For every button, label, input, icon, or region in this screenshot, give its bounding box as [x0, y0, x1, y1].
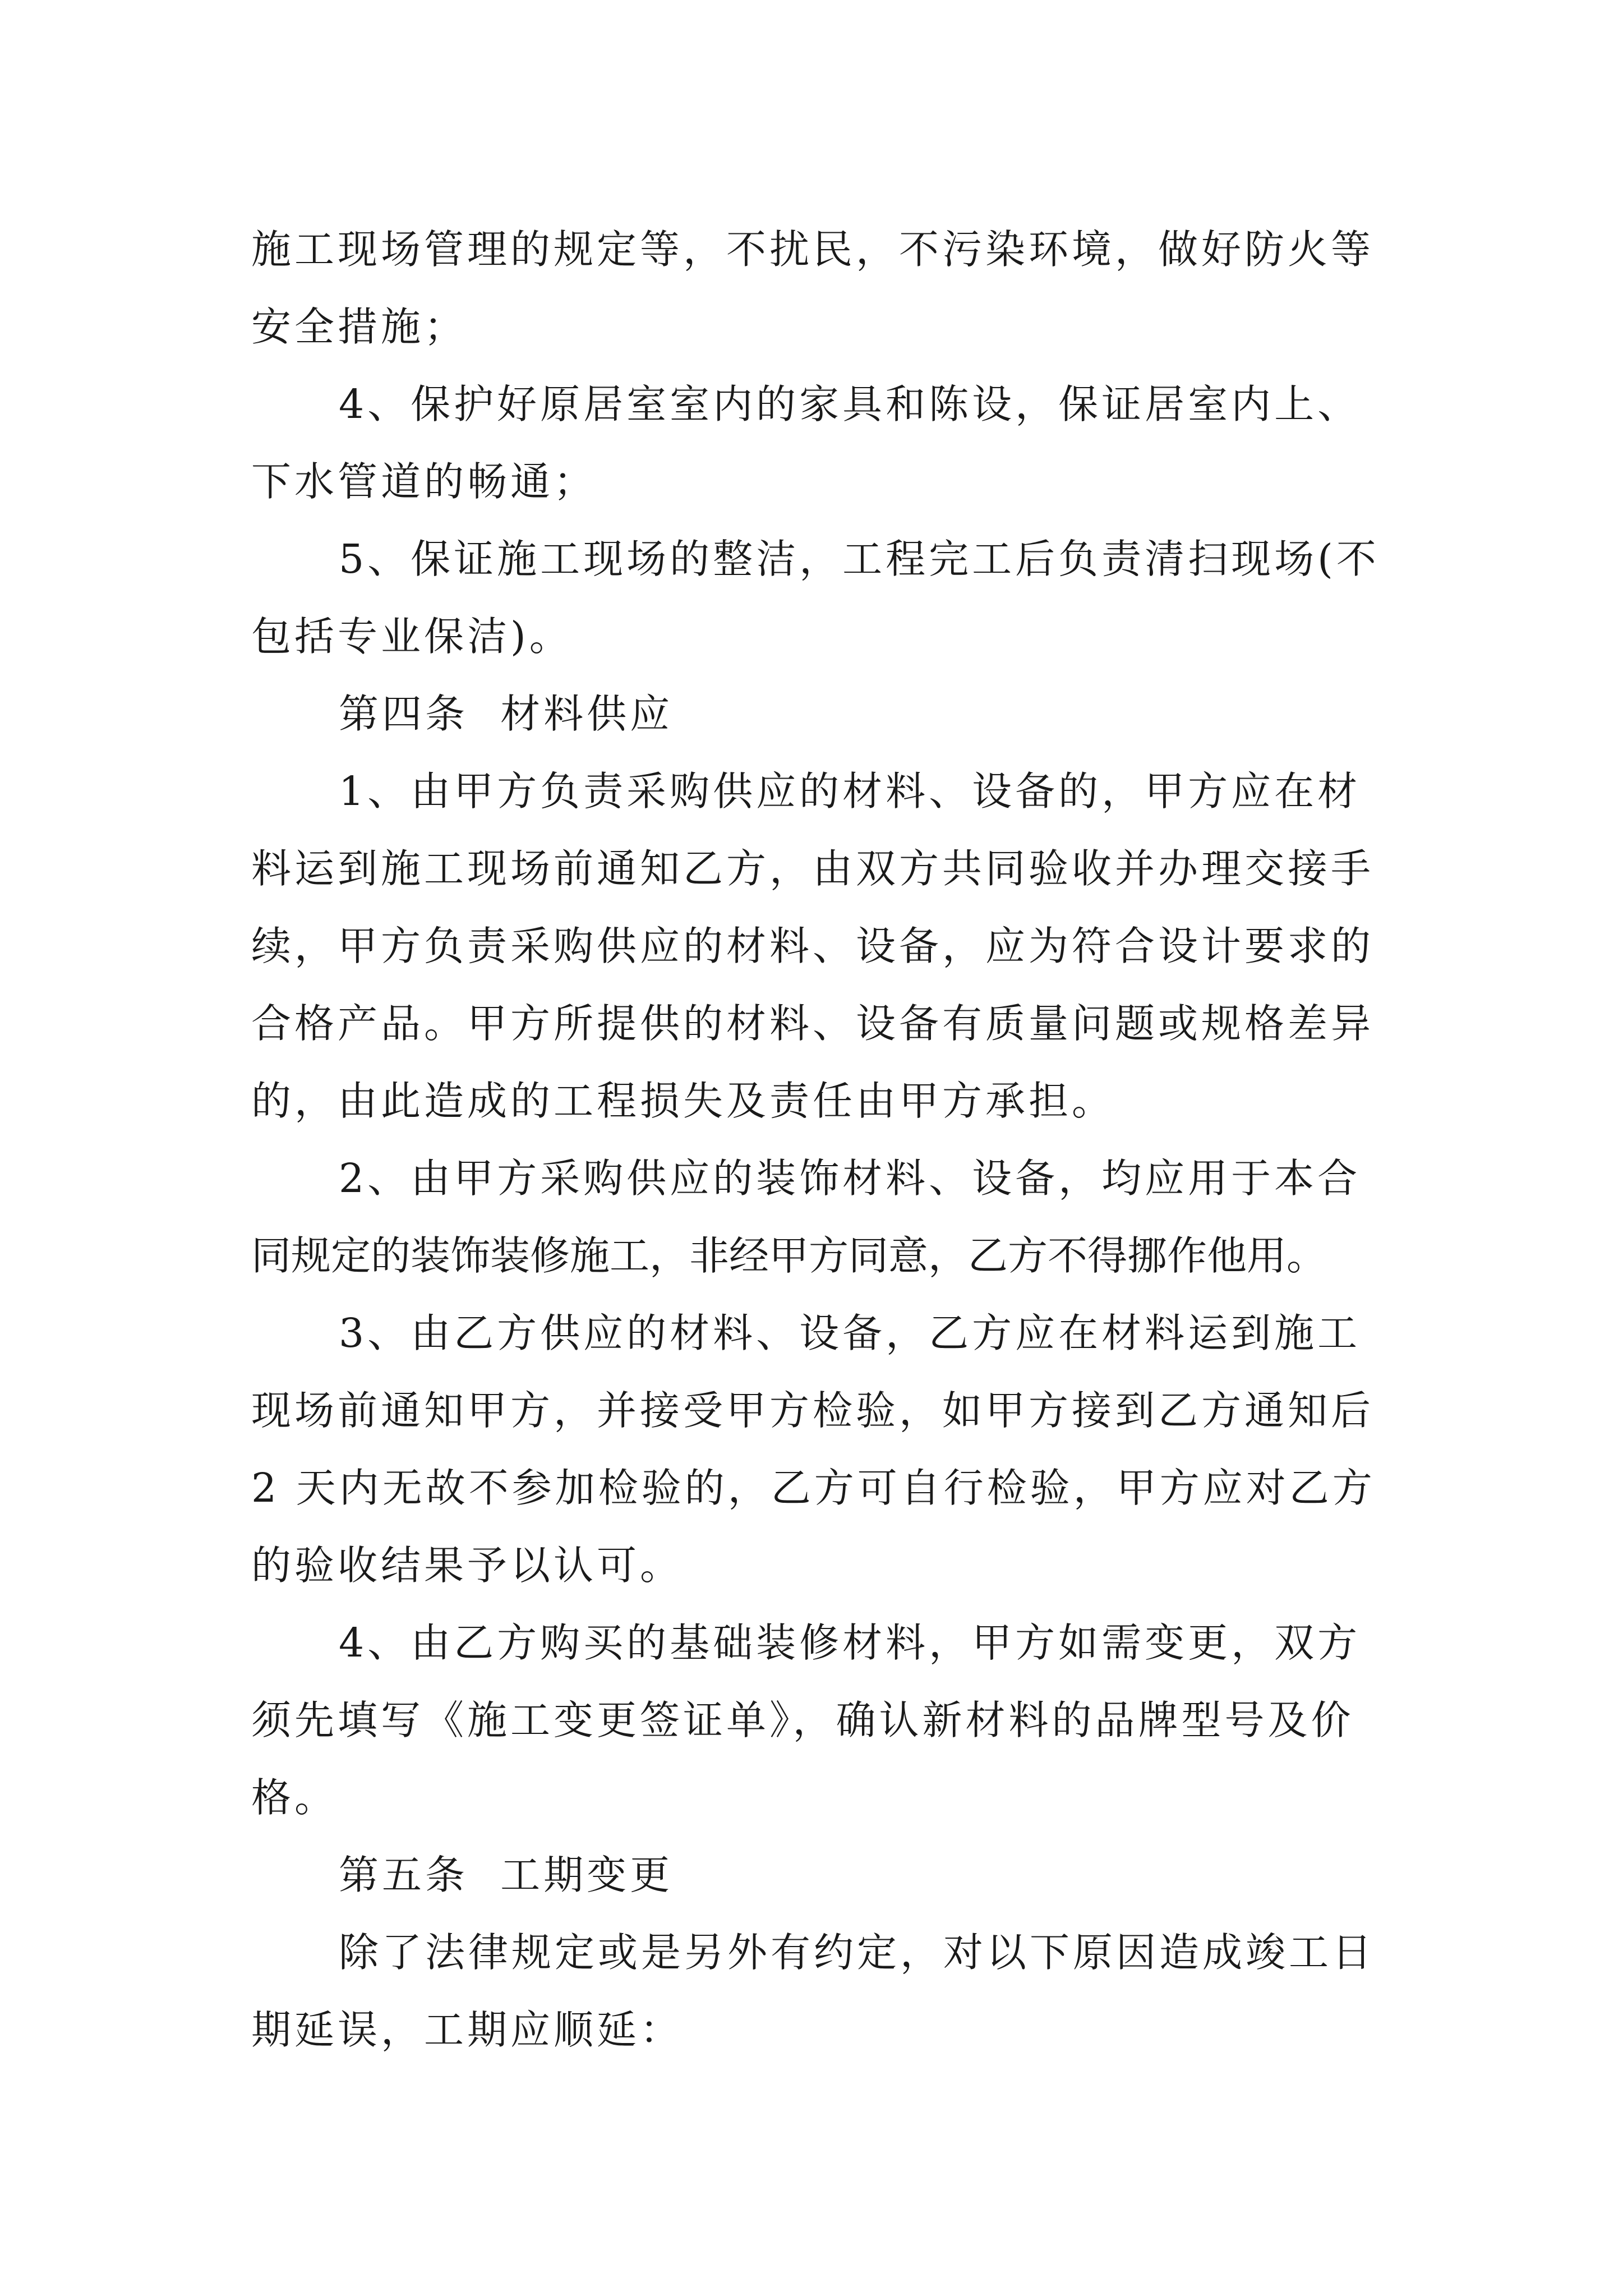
text-line: 须先填写《施工变更签证单》，确认新材料的品牌型号及价: [251, 1697, 1354, 1743]
list-item-line: 4、由乙方购买的基础装修材料，甲方如需变更，双方: [339, 1619, 1361, 1666]
list-item-line: 5、保证施工现场的整洁，工程完工后负责清扫现场(不: [339, 536, 1380, 582]
text-line: 下水管道的畅通；: [251, 458, 597, 505]
document-body: [251, 211, 1381, 2069]
text-line: 期延误，工期应顺延：: [251, 2007, 684, 2053]
section-heading: 第四条 材料供应: [339, 691, 674, 737]
text-line: 料运到施工现场前通知乙方，由双方共同验收并办理交接手: [251, 845, 1375, 892]
text-line: 格。: [251, 1774, 338, 1821]
list-item-line: 4、保护好原居室室内的家具和陈设，保证居室内上、: [339, 381, 1361, 427]
list-item-line: 3、由乙方供应的材料、设备，乙方应在材料运到施工: [339, 1310, 1361, 1356]
text-line: 合格产品。甲方所提供的材料、设备有质量问题或规格差异: [251, 1000, 1375, 1047]
list-item-line: 1、由甲方负责采购供应的材料、设备的，甲方应在材: [339, 768, 1361, 815]
text-line: 现场前通知甲方，并接受甲方检验，如甲方接到乙方通知后: [251, 1387, 1375, 1434]
section-heading: 第五条 工期变更: [339, 1852, 674, 1898]
text-line: 包括专业保洁)。: [251, 613, 573, 660]
text-line: 施工现场管理的规定等，不扰民，不污染环境，做好防火等: [251, 226, 1375, 273]
text-line: 的验收结果予以认可。: [251, 1542, 684, 1589]
text-line: 同规定的装饰装修施工，非经甲方同意，乙方不得挪作他用。: [251, 1232, 1327, 1279]
text-line: 的，由此造成的工程损失及责任由甲方承担。: [251, 1078, 1115, 1124]
list-item-line: 2、由甲方采购供应的装饰材料、设备，均应用于本合: [339, 1155, 1361, 1202]
text-line: 续，甲方负责采购供应的材料、设备，应为符合设计要求的: [251, 923, 1375, 969]
text-line: 2 天内无故不参加检验的，乙方可自行检验，甲方应对乙方: [251, 1465, 1376, 1511]
text-line: 安全措施；: [251, 303, 468, 350]
text-line: 除了法律规定或是另外有约定，对以下原因造成竣工日: [339, 1929, 1376, 1976]
